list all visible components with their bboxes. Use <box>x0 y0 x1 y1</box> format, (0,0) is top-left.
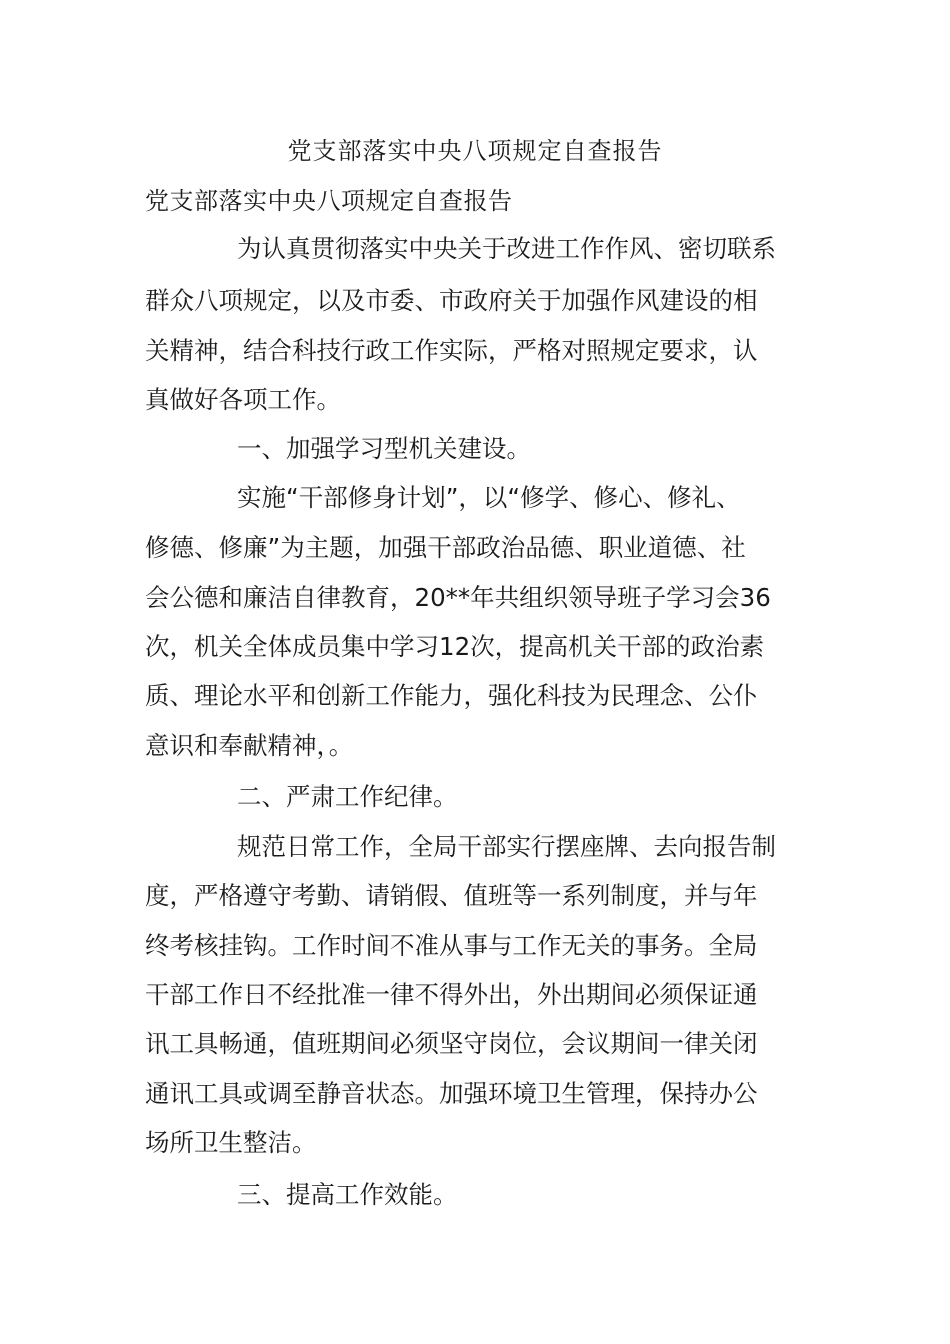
paragraph-line: 讯工具畅通，值班期间必须坚守岗位，会议期间一律关闭 <box>145 1029 758 1058</box>
paragraph-line: 终考核挂钩。工作时间不准从事与工作无关的事务。全局 <box>145 931 758 960</box>
document-title: 党支部落实中央八项规定自查报告 <box>287 137 663 165</box>
paragraph-line: 规范日常工作，全局干部实行摆座牌、去向报告制 <box>237 832 776 861</box>
paragraph-line: 次，机关全体成员集中学习12次，提高机关干部的政治素 <box>145 632 765 661</box>
paragraph-line: 场所卫生整洁。 <box>145 1128 317 1157</box>
section-heading: 三、提高工作效能。 <box>237 1180 458 1209</box>
paragraph-line: 质、理论水平和创新工作能力，强化科技为民理念、公仆 <box>145 681 758 710</box>
paragraph-line: 干部工作日不经批准一律不得外出，外出期间必须保证通 <box>145 980 758 1009</box>
paragraph-line: 群众八项规定，以及市委、市政府关于加强作风建设的相 <box>145 286 758 315</box>
section-heading: 二、严肃工作纪律。 <box>237 782 458 811</box>
paragraph-line: 修德、修廉”为主题，加强干部政治品德、职业道德、社 <box>145 533 746 562</box>
paragraph-line: 为认真贯彻落实中央关于改进工作作风、密切联系 <box>237 234 776 263</box>
paragraph-line: 会公德和廉洁自律教育，20**年共组织领导班子学习会36 <box>145 583 771 612</box>
paragraph-line: 真做好各项工作。 <box>145 385 341 414</box>
paragraph-line: 关精神，结合科技行政工作实际，严格对照规定要求，认 <box>145 336 758 365</box>
paragraph-line: 意识和奉献精神，。 <box>145 731 354 760</box>
paragraph-line: 度，严格遵守考勤、请销假、值班等一系列制度，并与年 <box>145 881 758 910</box>
section-heading: 一、加强学习型机关建设。 <box>237 434 531 463</box>
document-subtitle: 党支部落实中央八项规定自查报告 <box>145 187 513 215</box>
paragraph-line: 通讯工具或调至静音状态。加强环境卫生管理，保持办公 <box>145 1079 758 1108</box>
paragraph-line: 实施“干部修身计划”，以“修学、修心、修礼、 <box>237 483 741 512</box>
